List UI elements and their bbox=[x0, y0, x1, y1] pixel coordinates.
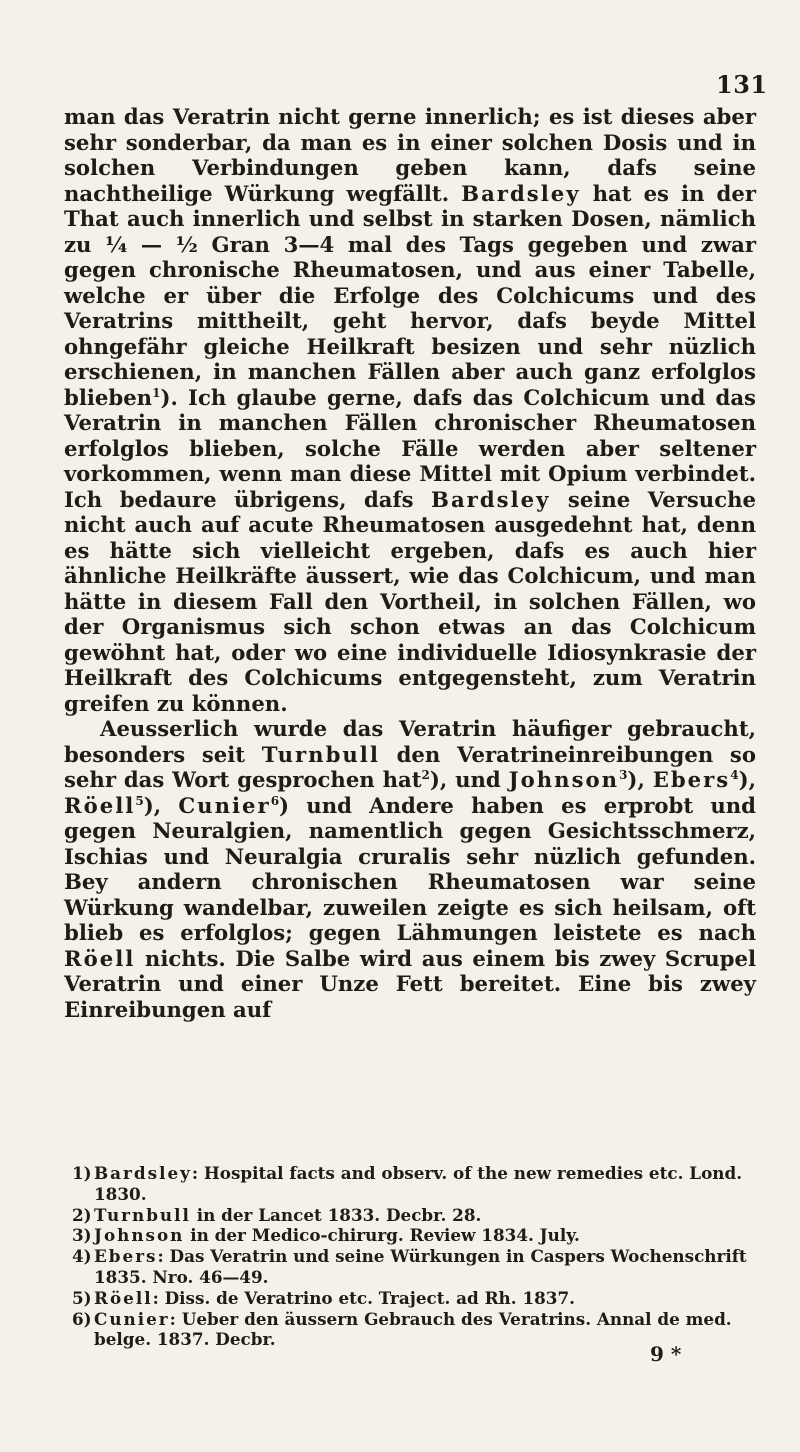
author-name: Ebers bbox=[94, 1246, 158, 1267]
author-name: Cunier bbox=[94, 1308, 170, 1329]
text-run: ), bbox=[738, 767, 757, 792]
text-run: den Veratrineinreibungen so sehr das Wort gesprochen hat bbox=[64, 741, 756, 792]
text-run: : Diss. de Veratrino etc. Traject. ad Rh. 1837. bbox=[152, 1287, 575, 1308]
text-run: man das Veratrin nicht gerne innerlich; es ist dieses aber sehr sonderbar, da man es in einer solchen Dosis und in solchen Verbindungen geben kann, dafs seine nachtheilige Würkung wegfällt. bbox=[64, 104, 756, 206]
author-name: Bardsley bbox=[431, 486, 551, 512]
author-name: Röell bbox=[64, 945, 136, 971]
footnote-ref: 3 bbox=[619, 767, 628, 782]
footnote-number: 3) bbox=[72, 1225, 92, 1246]
footnote-number: 5) bbox=[72, 1287, 92, 1308]
footnote bbox=[72, 1246, 756, 1288]
footnotes bbox=[72, 1163, 756, 1350]
author-name: Bardsley bbox=[461, 180, 581, 206]
text-run: ). Ich glaube gerne, dafs das Colchicum und das Veratrin in manchen Fällen chronischer Rheumatosen erfolglos blieben, solche Fälle werden aber seltener vorkommen, wenn man diese Mittel mit Opium verbindet. Ich bedaure übrigens, dafs bbox=[64, 384, 756, 512]
author-name: Röell bbox=[94, 1287, 153, 1308]
footnote-ref: 2 bbox=[421, 767, 430, 782]
footnote-text bbox=[94, 1288, 756, 1309]
footnote bbox=[72, 1225, 756, 1246]
text-run: ) und Andere haben es erprobt und gegen Neuralgien, namentlich gegen Gesichtsschmerz, Ischias und Neuralgia cruralis sehr nüzlich gefunden. Bey andern chronischen Rheumatosen war seine Würkung wandelbar, zuweilen zeigte es sich heilsam, oft blieb es erfolglos; gegen Lähmungen leistete es nach bbox=[64, 792, 757, 945]
page-number: 131 bbox=[716, 70, 768, 99]
text-run: in der Medico-chirurg. Review 1834. July. bbox=[184, 1225, 580, 1246]
text-run: seine Versuche nicht auch auf acute Rheumatosen ausgedehnt hat, denn es hätte sich vielleicht ergeben, dafs es auch hier ähnliche Heilkräfte äussert, wie das Colchicum, und man hätte in diesem Fall den Vortheil, in solchen Fällen, wo der Organismus sich schon etwas an das Colchicum gewöhnt hat, oder wo eine individuelle Idiosynkrasie der Heilkraft des Colchicums entgegensteht, zum Veratrin greifen zu können. bbox=[64, 486, 756, 716]
text-run: ), und bbox=[429, 767, 509, 792]
footnote-number: 6) bbox=[72, 1308, 92, 1329]
author-name: Johnson bbox=[508, 767, 620, 792]
footnote-text bbox=[94, 1246, 756, 1288]
author-name: Cunier bbox=[178, 792, 271, 818]
footnote-text bbox=[94, 1163, 756, 1205]
author-name: Bardsley bbox=[94, 1163, 192, 1183]
author-name: Ebers bbox=[652, 767, 731, 792]
footnote-ref: 5 bbox=[135, 793, 144, 808]
author-name: Turnbull bbox=[94, 1204, 191, 1225]
footnote-number: 1) bbox=[72, 1163, 92, 1183]
footnote-ref: 4 bbox=[730, 767, 739, 782]
signature-mark: 9 * bbox=[650, 1342, 682, 1366]
footnote bbox=[72, 1205, 756, 1226]
text-run: in der Lancet 1833. Decbr. 28. bbox=[190, 1204, 482, 1225]
text-run: nichts. Die Salbe wird aus einem bis zwey Scrupel Veratrin und einer Unze Fett bereitet. Eine bis zwey Einreibungen auf bbox=[64, 945, 756, 1022]
paragraph bbox=[64, 104, 756, 716]
footnote-ref: 1 bbox=[152, 385, 161, 400]
paragraph bbox=[64, 716, 756, 1022]
footnote bbox=[72, 1288, 756, 1309]
text-run: ), bbox=[143, 792, 179, 818]
text-run: : Hospital facts and observ. of the new remedies etc. Lond. 1830. bbox=[94, 1163, 743, 1204]
text-run: : Das Veratrin und seine Würkungen in Caspers Wochenschrift 1835. Nro. 46—49. bbox=[94, 1246, 747, 1287]
text-run: Aeusserlich wurde das Veratrin häufiger gebraucht, besonders seit bbox=[64, 716, 756, 767]
footnote-number: 4) bbox=[72, 1246, 92, 1267]
author-name: Johnson bbox=[94, 1225, 185, 1246]
footnote-number: 2) bbox=[72, 1204, 92, 1225]
footnote-text bbox=[94, 1205, 756, 1226]
footnote-text bbox=[94, 1225, 756, 1246]
text-run: ), bbox=[627, 767, 653, 792]
text-run: : Ueber den äussern Gebrauch des Veratrins. Annal de med. belge. 1837. Decbr. bbox=[94, 1308, 732, 1350]
footnote bbox=[72, 1163, 756, 1205]
text-run: hat es in der That auch innerlich und selbst in starken Dosen, nämlich zu ¼ — ½ Gran 3—4 mal des Tags gegeben und zwar gegen chronische Rheumatosen, und aus einer Tabelle, welche er über die Erfolge des Colchicums und des Veratrins mittheilt, geht hervor, dafs beyde Mittel ohngefähr gleiche Heilkraft besizen und sehr nüzlich erschienen, in manchen Fällen aber auch ganz erfolglos blieben bbox=[64, 180, 756, 410]
author-name: Röell bbox=[64, 792, 136, 818]
main-text bbox=[64, 104, 756, 1022]
footnote-ref: 6 bbox=[270, 793, 280, 808]
author-name: Turnbull bbox=[261, 741, 380, 767]
